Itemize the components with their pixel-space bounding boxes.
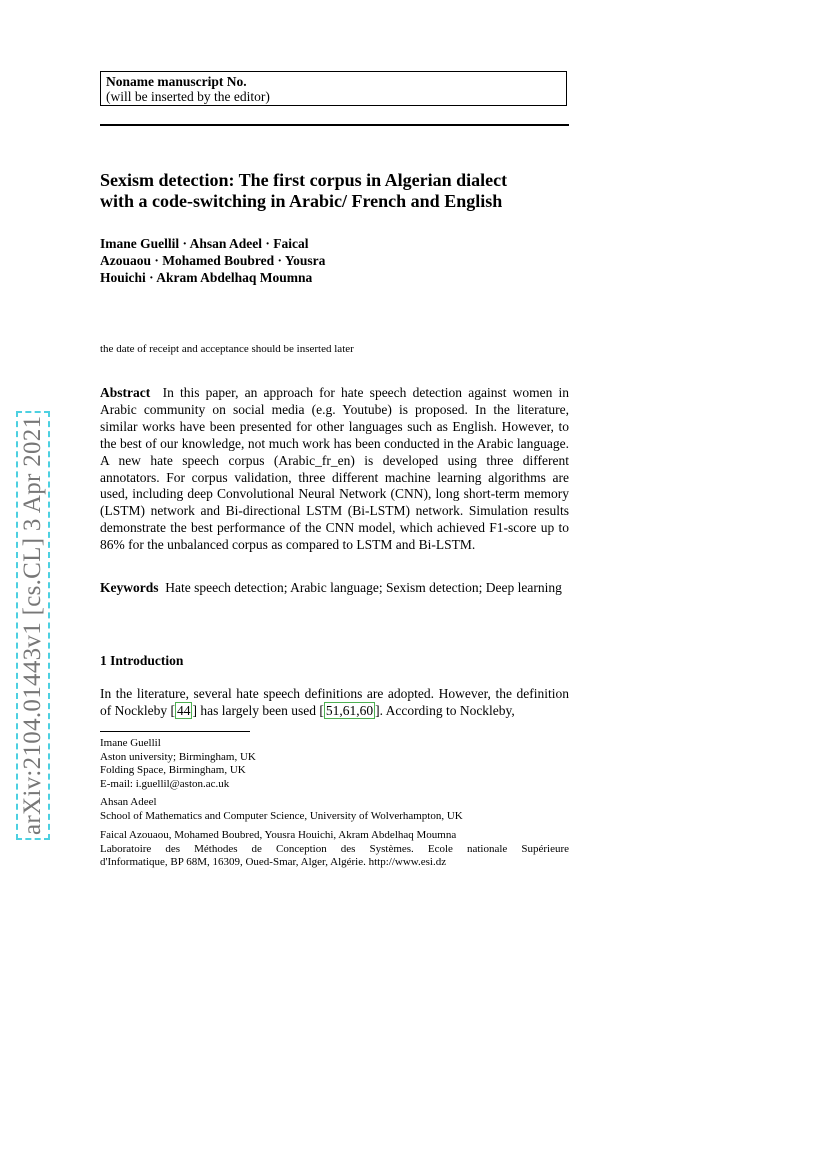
manuscript-label: Noname manuscript No.: [106, 74, 247, 89]
arxiv-stamp: arXiv:2104.01443v1 [cs.CL] 3 Apr 2021: [16, 411, 50, 840]
title-line-2: with a code-switching in Arabic/ French and English: [100, 191, 503, 211]
affiliation-line: d'Informatique, BP 68M, 16309, Oued-Smar, Alger, Algérie. http://www.esi.dz: [100, 856, 447, 868]
affiliation-name: Faical Azouaou, Mohamed Boubred, Yousra Houichi, Akram Abdelhaq Moumna: [100, 829, 457, 841]
keywords-label: Keywords: [100, 580, 159, 595]
abstract-text: In this paper, an approach for hate speech detection against women in Arabic community on social media (e.g. Youtube) is proposed. In the literature, similar works have been presented for other languages such as English. However, to the best of our knowledge, not much work has been conducted in the Arabic language. A new hate speech corpus (Arabic_fr_en) is developed using three different annotators. For corpus validation, three different machine learning algorithms are used, including deep Convolutional Neural Network (CNN), long short-term memory (LSTM) network and Bi-directional LSTM (Bi-LSTM) network. Simulation results demonstrate the best performance of the CNN model, which achieved F1-score up to 86% for the unbalanced corpus as compared to LSTM and Bi-LSTM.: [100, 385, 570, 553]
affiliation-line: Laboratoire des Méthodes de Conception des Systèmes. Ecole nationale Supérieure: [100, 842, 569, 855]
header-rule: [100, 124, 569, 126]
keywords-text: Hate speech detection; Arabic language; Sexism detection; Deep learning: [165, 580, 562, 595]
affiliation-block-3: [100, 829, 569, 870]
manuscript-box: [100, 71, 567, 106]
author-line: Azouaou · Mohamed Boubred · Yousra: [100, 253, 326, 268]
intro-text: . According to Nockleby,: [379, 703, 515, 718]
title-line-1: Sexism detection: The first corpus in Algerian dialect: [100, 170, 508, 190]
citation-link[interactable]: 51,61,60: [325, 703, 374, 718]
keywords: [100, 580, 569, 597]
affiliation-line: School of Mathematics and Computer Science, University of Wolverhampton, UK: [100, 809, 463, 822]
citation-link[interactable]: 44: [176, 703, 191, 718]
date-note: the date of receipt and acceptance should be inserted later: [100, 343, 354, 355]
intro-text: In the literature, several hate speech definitions are adopted. However, the definition of Nockleby: [100, 686, 569, 718]
author-list: [100, 235, 400, 286]
affiliation-block-1: [100, 737, 569, 791]
abstract: [100, 385, 569, 554]
intro-text: has largely been used: [196, 703, 320, 718]
manuscript-note: (will be inserted by the editor): [106, 89, 270, 104]
intro-paragraph: In the literature, several hate speech definitions are adopted. However, the definition of Nockleby [ 44 ] has largely been used [ 51,61,60 ]. According to Nockleby,: [100, 686, 569, 718]
paper-title: [100, 170, 580, 212]
author-line: Imane Guellil · Ahsan Adeel · Faical: [100, 236, 309, 251]
affiliation-line: Folding Space, Birmingham, UK: [100, 764, 246, 776]
affiliation-name: Imane Guellil: [100, 737, 161, 749]
author-line: Houichi · Akram Abdelhaq Moumna: [100, 270, 313, 285]
footnote-rule: [100, 731, 250, 732]
affiliation-line: Aston university; Birmingham, UK: [100, 750, 256, 763]
affiliation-block-2: [100, 796, 569, 823]
affiliation-email: E-mail: i.guellil@aston.ac.uk: [100, 777, 230, 790]
section-heading: 1 Introduction: [100, 653, 184, 668]
affiliation-name: Ahsan Adeel: [100, 796, 157, 808]
abstract-label: Abstract: [100, 385, 151, 400]
